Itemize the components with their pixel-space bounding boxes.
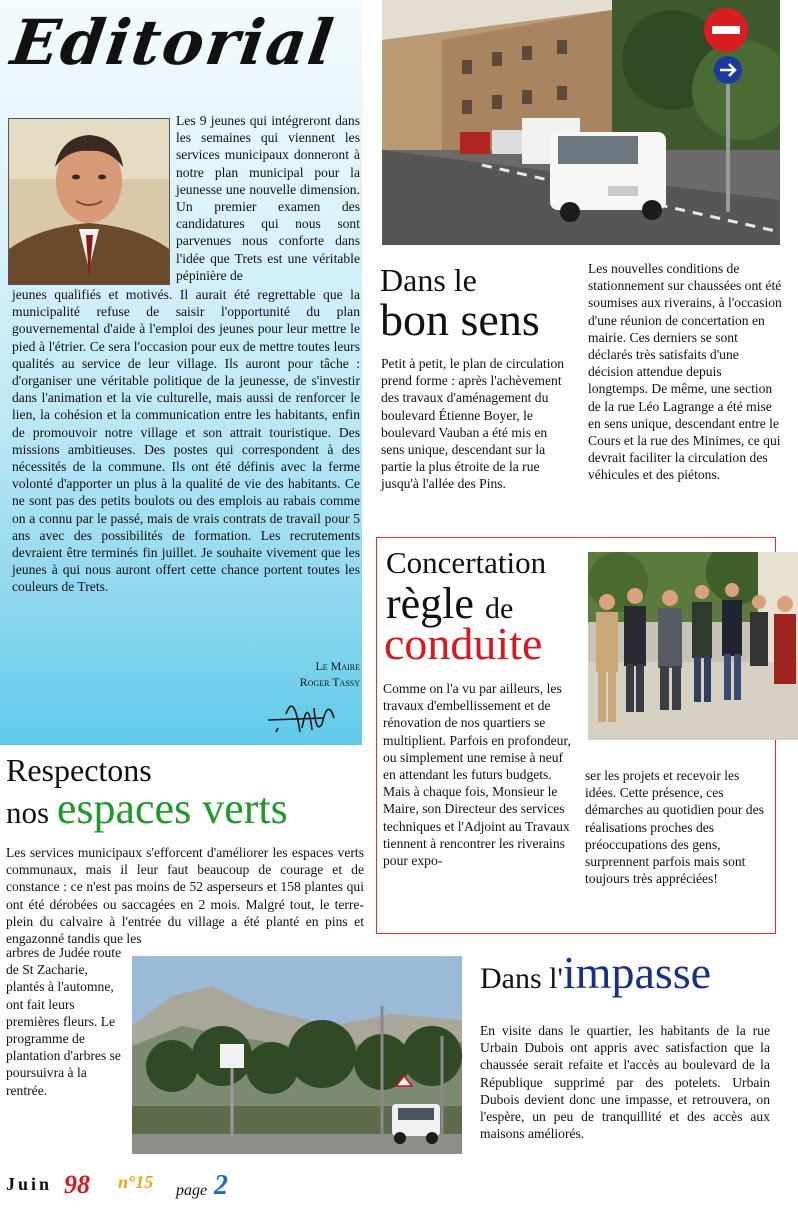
impasse-title	[480, 944, 711, 1008]
editorial-paragraph-bottom: jeunes qualifiés et motivés. Il aurait été regrettable que la municipalité refuse de saisir l'opportunité du plan gouvernemental d'aide à l'emploi des jeunes pour leur mettre le pied à l'étrier. Ce sera l'occasion pour eux de mettre toutes leurs qualités au service de leur village. Ils auront pour tâche : d'organiser une véritable politique de la jeunesse, de s'investir dans l'animation et la vie culturelle, mais aussi de renforcer le lien, la cohésion et la communication entre les habitants, enfin de promouvoir notre village et son attrait touristique. Des missions ambitieuses. Des postes qui correspondent à des nécessités de la commune. Ils ont été définis avec la ferme volonté d'apporter un plus à la qualité de vie des habitants. Ce ne sont pas des petits boulots ou des emplois au rabais comme on a connu par le passé, mais de vrais contrats de travail pour 5 ans avec des possibilités de formation. Les recrutements devraient être terminés fin juillet. Je souhaite vivement que les jeunes à qui nous auront offert cette chance portent toutes les couleurs de Trets.	[12, 287, 360, 595]
bon-sens-column-2: Les nouvelles conditions de stationnement sur chaussées ont été soumises aux riverains, à l'occasion d'une réunion de concertation en mairie. Ces derniers se sont déclarés très satisfaits d'une décision attendue depuis longtemps. De même, une section de la rue Léo Lagrange a été mise en sens unique, descendant entre le Cours et la rue des Minimes, ce qui devrait faciliter la circulation des véhicules et des piétons.	[588, 261, 782, 483]
espaces-verts-title-green: espaces verts	[56, 784, 288, 833]
espaces-verts-title-line2	[6, 784, 288, 834]
signature-block	[262, 658, 360, 690]
espaces-verts-title-nos: nos	[6, 795, 50, 830]
concertation-column-2: ser les projets et recevoir les idées. Cette présence, ces démarches au quotidien pour des réalisations proches des préoccupations des gens, surprennent parfois mais sont toujours très appréciées!	[585, 768, 764, 887]
bon-sens-column-1: Petit à petit, le plan de circulation prend forme : après l'achèvement des travaux d'aménagement du boulevard Étienne Boyer, le boulevard Vauban a été mis en sens unique, descendant sur la partie la plus étroite de la rue jusqu'à l'allée des Pins.	[381, 356, 565, 492]
footer-issue-number: n°15	[118, 1172, 154, 1192]
impasse-title-small: Dans l'	[480, 962, 563, 995]
espaces-verts-text-narrow: arbres de Judée route de St Zacharie, plantés à l'automne, ont fait leurs premières fleurs. Le programme de plantation d'arbres se poursuivra à la rentrée.	[6, 945, 122, 1098]
editorial-title: Editorial	[6, 6, 340, 79]
editorial-text-bottom	[12, 286, 360, 596]
street-photo	[382, 0, 780, 245]
concertation-title-de: de	[484, 592, 514, 625]
signature-name: Roger Tassy	[299, 675, 360, 689]
concertation-title-line1: Concertation	[386, 545, 547, 580]
concertation-photo	[588, 552, 798, 740]
footer-year: 98	[64, 1170, 90, 1199]
park-photo	[132, 956, 462, 1154]
impasse-title-big: impasse	[562, 947, 712, 998]
concertation-title-line3: conduite	[384, 618, 543, 669]
mayor-photo	[8, 118, 170, 285]
page-footer	[6, 1172, 306, 1206]
bon-sens-title-line2: bon sens	[380, 294, 540, 345]
editorial-paragraph-top: Les 9 jeunes qui intégreront dans les semaines qui viennent les services municipaux donneront à notre plan municipal pour la jeunesse une nouvelle dimension. Un premier examen des candidatures qui nous sont parvenues nous conforte dans l'idée que Trets est une véritable pépinière de	[176, 113, 360, 283]
concertation-column-1: Comme on l'a vu par ailleurs, les travaux d'embellissement et de rénovation de nos quartiers se multiplient. Parfois en profondeur, ou simplement une remise à neuf en attendant les futurs budgets. Mais à chaque fois, Monsieur le Maire, son Directeur des services techniques et l'Adjoint au Travaux tiennent à rencontrer les riverains pour expo-	[383, 681, 571, 869]
espaces-verts-text-full: Les services municipaux s'efforcent d'améliorer les espaces verts communaux, mais il leur faut beaucoup de courage et de constance : ce n'est pas moins de 52 asperseurs et 158 plantes qui ont été dérobées ou saccagées en 2 mois. Malgré tout, le terre-plein du calvaire à l'entrée du village a été planté en pins et engazonné tandis que les	[6, 845, 364, 947]
footer-page-label: page	[176, 1182, 208, 1199]
signature-scribble-icon	[264, 688, 354, 738]
editorial-text-top	[176, 112, 360, 284]
bon-sens-title-line1: Dans le	[380, 262, 477, 298]
impasse-text: En visite dans le quartier, les habitants de la rue Urbain Dubois ont appris avec satisfaction que la chaussée serait refaite et l'accès au boulevard de la République supprimé par des potelets. Urbain Dubois devient donc une impasse, et retrouvera, on l'espère, un peu de tranquillité et des accès aux maisons améliorés.	[480, 1023, 770, 1142]
espaces-verts-title-line1: Respectons	[6, 752, 152, 788]
footer-page-number: 2	[214, 1170, 228, 1201]
signature-role: Le Maire	[315, 659, 360, 673]
footer-month: Juin	[6, 1174, 53, 1194]
concertation-title-regle: règle	[386, 579, 474, 628]
